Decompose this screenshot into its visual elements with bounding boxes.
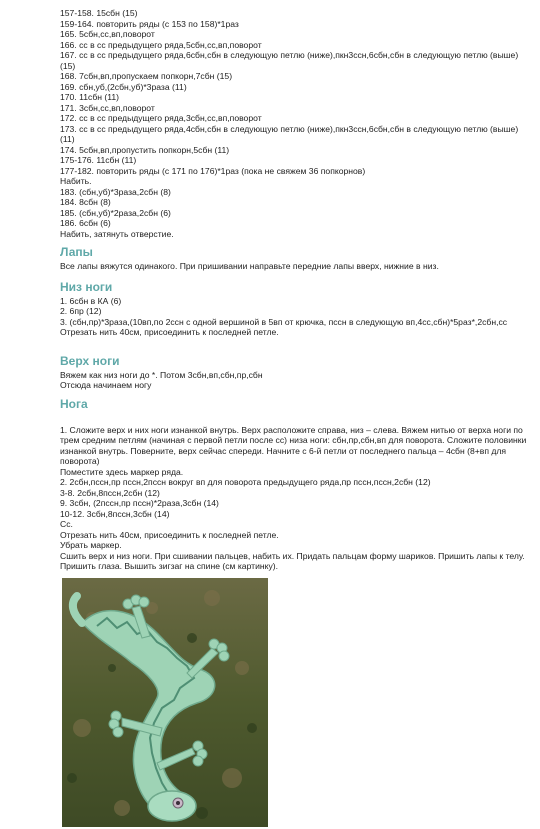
pattern-row: 184. 8сбн (8) [60,197,111,207]
pattern-document [60,8,530,572]
pattern-row: 185. (сбн,уб)*2раза,2сбн (6) [60,207,171,218]
heading-verh-nogi: Верх ноги [60,353,120,368]
pattern-row: 9. 3сбн, (2пссн,пр пссн)*2раза,3сбн (14) [60,498,219,508]
pattern-row: 173. сс в сс предыдущего ряда,4сбн,сбн в следующую петлю (ниже),пкн3ссн,6сбн,сбн в следующую петлю (выше) (11) [60,123,521,144]
pattern-row: 159-164. повторить ряды (с 153 по 158)*1раз [60,18,239,29]
pattern-row: 183. (сбн,уб)*3раза,2сбн (8) [60,186,171,197]
pattern-row: 174. 5сбн,вп,пропустить попкорн,5сбн (11) [60,144,230,155]
pattern-row: 172. сс в сс предыдущего ряда,3сбн,сс,вп,поворот [60,113,262,123]
pattern-row: 3. (сбн,пр)*3раза,(10вп,по 2ссн с одной вершиной в 5вп от крючка, пссн в следующую вп,4сс,сбн)*5раз*,2сбн,сс [60,316,508,327]
pattern-row: Поместите здесь маркер ряда. [60,466,184,477]
pattern-row: 175-176. 11сбн (11) [60,155,137,165]
pattern-row: 166. сс в сс предыдущего ряда,5сбн,сс,вп,поворот [60,39,262,50]
pattern-row: Вяжем как низ ноги до *. Потом 3сбн,вп,сбн,пр,сбн [60,369,263,380]
pattern-row: 1. Сложите верх и них ноги изнанкой внутрь. Верх расположите справа, низ – слева. Вяжем нитью от верха ноги по трем средним петлям (начиная с первой петли после сс) низа ноги: сбн,пр,сбн,вп для поворота. Сложите половинки изнанкой внутрь. Поверните, верх сейчас спереди. Начните с 6-й петли от последнего пальца – 4сбн (8+вп для поворота) [60,424,529,466]
niz-nogi-rows [60,296,530,338]
heading-noga: Нога [60,396,88,411]
pattern-row: 167. сс в сс предыдущего ряда,6сбн,сбн в следующую петлю (ниже),пкн3ссн,6сбн,сбн в следующую петлю (выше) (15) [60,50,521,71]
crochet-lizard-image [62,578,268,827]
pattern-row: 177-182. повторить ряды (с 171 по 176)*1раз (пока не свяжем 36 попкорнов) [60,165,366,176]
pattern-row: Набить, затянуть отверстие. [60,228,174,239]
pattern-row: Отрезать нить 40см, присоединить к последней петле. [60,529,279,540]
pattern-row: Сшить верх и низ ноги. При сшивании пальцев, набить их. Придать пальцам форму шариков. Пришить лапы к телу. Пришить глаза. Вышить зигзаг на спине (см картинку). [60,550,528,571]
verh-nogi-rows [60,370,530,391]
pattern-row: 186. 6сбн (6) [60,218,111,228]
heading-lapy: Лапы [60,245,93,259]
noga-rows [60,425,530,572]
pattern-row: 2. 2сбн,пссн,пр пссн,2пссн вокруг вп для поворота предыдущего ряда,пр пссн,пссн,2сбн (12) [60,477,431,487]
pattern-row: 157-158. 15сбн (15) [60,8,138,18]
heading-niz-nogi: Низ ноги [60,279,113,294]
pattern-row: Отсюда начинаем ногу [60,380,152,390]
pattern-row: Набить. [60,176,92,186]
pattern-row: 3-8. 2сбн,8пссн,2сбн (12) [60,487,160,498]
pattern-row: Отрезать нить 40см, присоединить к последней петле. [60,327,279,337]
lizard-photo [62,578,268,827]
pattern-row: 165. 5сбн,сс,вп,поворот [60,29,155,39]
rows-block [60,8,530,239]
lapy-text: Все лапы вяжутся одинакого. При пришивании направьте передние лапы вверх, нижние в низ. [60,261,439,271]
pattern-row: 168. 7сбн,вп,пропускаем попкорн,7сбн (15) [60,71,233,81]
pattern-row: 171. 3сбн,сс,вп,поворот [60,102,155,113]
pattern-row: Убрать маркер. [60,540,122,550]
pattern-row: Сс. [60,519,73,529]
pattern-row: 169. сбн,уб,(2сбн,уб)*3раза (11) [60,81,187,92]
pattern-row: 10-12. 3сбн,8пссн,3сбн (14) [60,508,170,519]
pattern-row: 170. 11сбн (11) [60,92,120,102]
pattern-row: 2. 6пр (12) [60,306,102,316]
pattern-row: 1. 6сбн в КА (6) [60,295,122,306]
